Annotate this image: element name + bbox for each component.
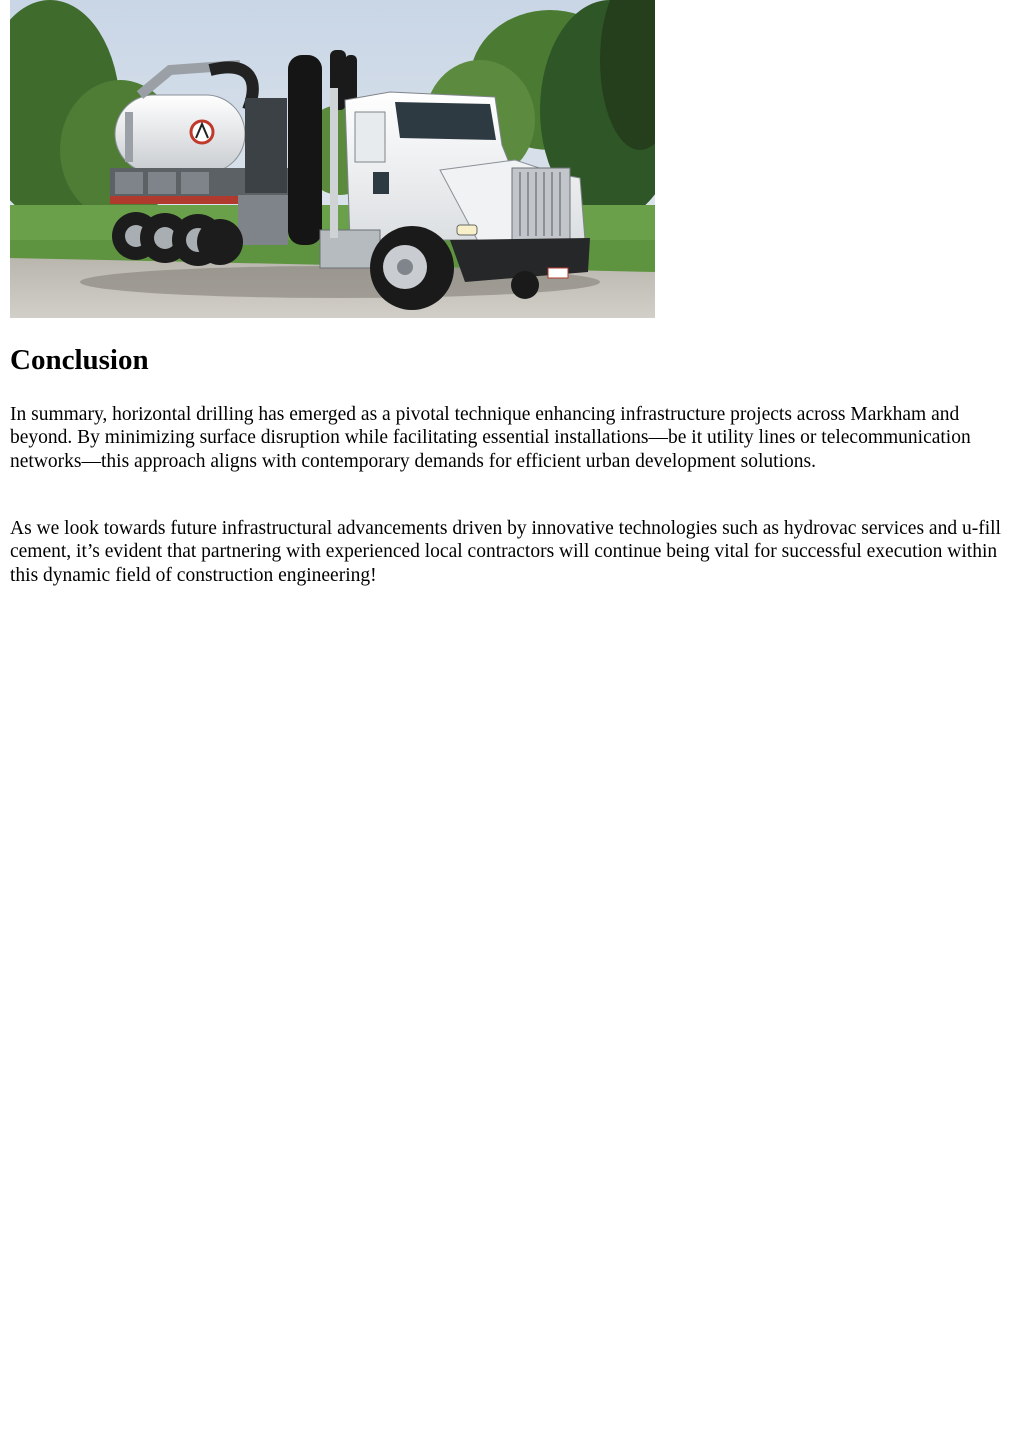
truck-photo — [10, 0, 655, 318]
rear-wheels — [112, 212, 243, 266]
outlook-paragraph: As we look towards future infrastructural advancements driven by innovative technologies such as hydrovac services and u-fill cement, it’s evident that partnering with experienced local contractors will continue being vital for successful execution within this dynamic field of construction engineering! — [10, 518, 1001, 586]
section-heading: Conclusion — [10, 344, 149, 376]
truck-illustration — [10, 0, 655, 318]
front-wheel — [370, 226, 454, 310]
summary-paragraph: In summary, horizontal drilling has emerged as a pivotal technique enhancing infrastructure projects across Markham and beyond. By minimizing surface disruption while facilitating essential installations—be it utility lines or telecommunication networks—this approach aligns with contemporary demands for efficient urban development solutions. — [10, 404, 971, 472]
vacuum-tank — [115, 95, 245, 173]
